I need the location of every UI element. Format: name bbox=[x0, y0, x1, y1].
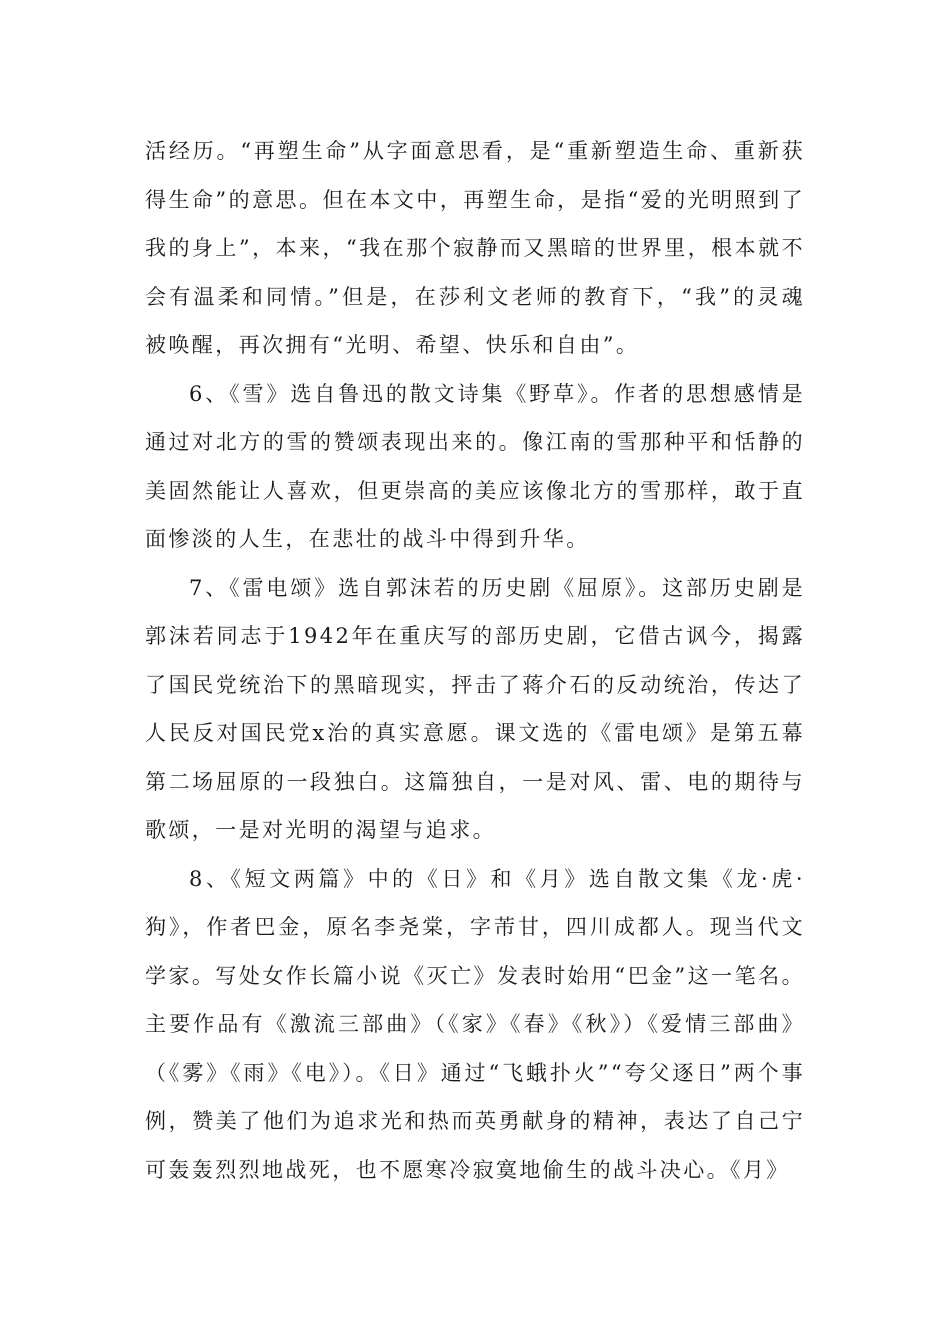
document-body bbox=[145, 127, 805, 1194]
paragraph-continuation: 活经历。“再塑生命”从字面意思看，是“重新塑造生命、重新获得生命”的意思。但在本文中，再塑生命，是指“爱的光明照到了我的身上”，本来，“我在那个寂静而又黑暗的世界里，根本就不会有温柔和同情。”但是，在莎利文老师的教育下，“我”的灵魂被唤醒，再次拥有“光明、希望、快乐和自由”。 bbox=[145, 139, 805, 357]
paragraph-item-6: 6、《雪》选自鲁迅的散文诗集《野草》。作者的思想感情是通过对北方的雪的赞颂表现出来的。像江南的雪那种平和恬静的美固然能让人喜欢，但更崇高的美应该像北方的雪那样，敢于直面惨淡的人生，在悲壮的战斗中得到升华。 bbox=[145, 381, 805, 551]
paragraph-item-7: 7、《雷电颂》选自郭沫若的历史剧《屈原》。这部历史剧是郭沫若同志于1942年在重庆写的部历史剧，它借古讽今，揭露了国民党统治下的黑暗现实，抨击了蒋介石的反动统治，传达了人民反对国民党x治的真实意愿。课文选的《雷电颂》是第五幕第二场屈原的一段独白。这篇独自，一是对风、雷、电的期待与歌颂，一是对光明的渴望与追求。 bbox=[145, 575, 805, 842]
paragraph-item-8: 8、《短文两篇》中的《日》和《月》选自散文集《龙·虎·狗》，作者巴金，原名李尧棠，字芾甘，四川成都人。现当代文学家。写处女作长篇小说《灭亡》发表时始用“巴金”这一笔名。主要作品有《激流三部曲》（《家》《春》《秋》）《爱情三部曲》（《雾》《雨》《电》）。《日》通过“飞蛾扑火”“夸父逐日”两个事例，赞美了他们为追求光和热而英勇献身的精神，表达了自己宁可轰轰烈烈地战死，也不愿寒冷寂寞地偷生的战斗决心。《月》 bbox=[145, 866, 805, 1182]
